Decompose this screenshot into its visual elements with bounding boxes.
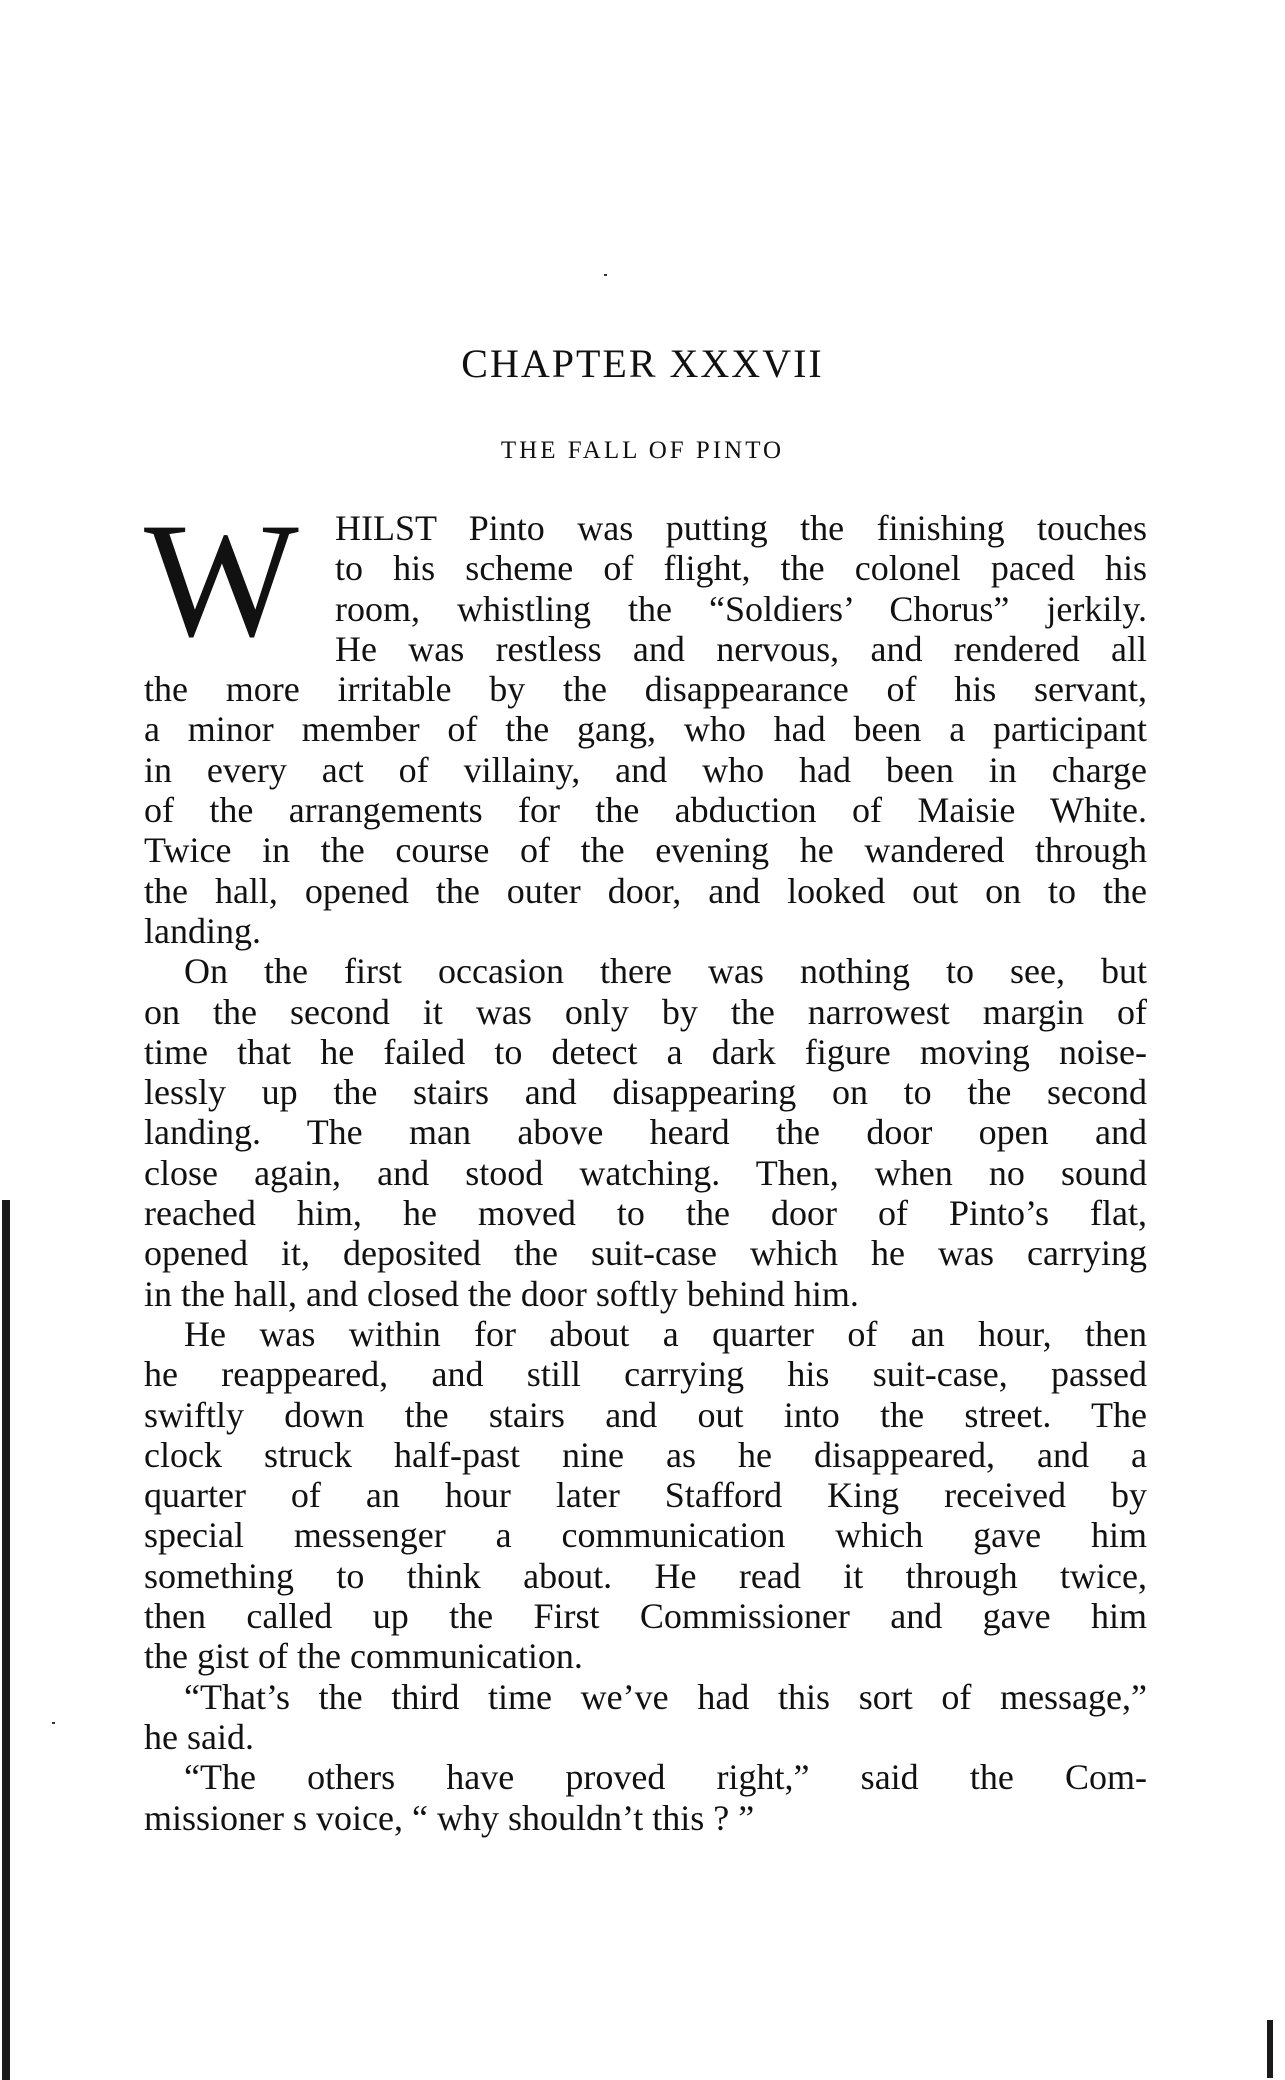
text-line: “That’s the third time we’ve had this sort of message,”: [184, 1676, 1147, 1717]
text-line: something to think about. He read it through twice,: [144, 1555, 1147, 1596]
text-line: He was restless and nervous, and rendered all: [335, 628, 1147, 669]
text-line: in the hall, and closed the door softly behind him.: [144, 1273, 859, 1314]
text-line: “The others have proved right,” said the Com-: [184, 1757, 1147, 1798]
text-line: HILST Pinto was putting the finishing touches: [335, 508, 1147, 548]
text-line: the hall, opened the outer door, and looked out on to the: [144, 870, 1147, 911]
text-line: He was within for about a quarter of an hour, then: [184, 1313, 1147, 1354]
scan-speck: [52, 1722, 55, 1724]
text-line: he reappeared, and still carrying his suit-case, passed: [144, 1354, 1147, 1395]
text-line: On the first occasion there was nothing to see, but: [184, 951, 1147, 992]
text-line: on the second it was only by the narrowest margin of: [144, 991, 1147, 1032]
scan-edge-mark: [1267, 2020, 1273, 2078]
chapter-text: [144, 490, 1147, 1838]
scan-edge-shadow: [2, 1200, 10, 2080]
text-line: missioner s voice, “ why shouldn’t this ? ”: [144, 1797, 755, 1838]
text-line: close again, and stood watching. Then, when no sound: [144, 1152, 1147, 1193]
text-line: special messenger a communication which gave him: [144, 1515, 1147, 1556]
text-line: landing. The man above heard the door open and: [144, 1112, 1147, 1153]
text-line: Twice in the course of the evening he wandered through: [144, 830, 1147, 871]
text-line: in every act of villainy, and who had been in charge: [144, 749, 1147, 790]
text-line: room, whistling the “Soldiers’ Chorus” jerkily.: [335, 588, 1147, 629]
text-line: reached him, he moved to the door of Pinto’s flat,: [144, 1193, 1147, 1234]
scan-speck: [604, 274, 607, 276]
text-line: swiftly down the stairs and out into the street. The: [144, 1394, 1147, 1435]
drop-cap: W: [144, 490, 299, 671]
chapter-title: THE FALL OF PINTO: [500, 437, 785, 464]
text-line: then called up the First Commissioner and gave him: [144, 1596, 1147, 1637]
text-line: he said.: [144, 1716, 254, 1757]
text-line: opened it, deposited the suit-case which he was carrying: [144, 1233, 1147, 1274]
text-line: a minor member of the gang, who had been a participant: [144, 709, 1147, 750]
text-line: the more irritable by the disappearance of his servant,: [144, 669, 1147, 710]
text-line: quarter of an hour later Stafford King received by: [144, 1475, 1147, 1516]
text-line: of the arrangements for the abduction of Maisie White.: [144, 790, 1147, 831]
chapter-number: CHAPTER XXXVII: [461, 341, 824, 386]
text-line: to his scheme of flight, the colonel paced his: [335, 548, 1147, 589]
text-line: landing.: [144, 910, 261, 951]
text-line: lessly up the stairs and disappearing on to the second: [144, 1072, 1147, 1113]
text-line: clock struck half-past nine as he disappeared, and a: [144, 1434, 1147, 1475]
text-line: time that he failed to detect a dark figure moving noise-: [144, 1031, 1147, 1072]
text-line: the gist of the communication.: [144, 1636, 583, 1677]
